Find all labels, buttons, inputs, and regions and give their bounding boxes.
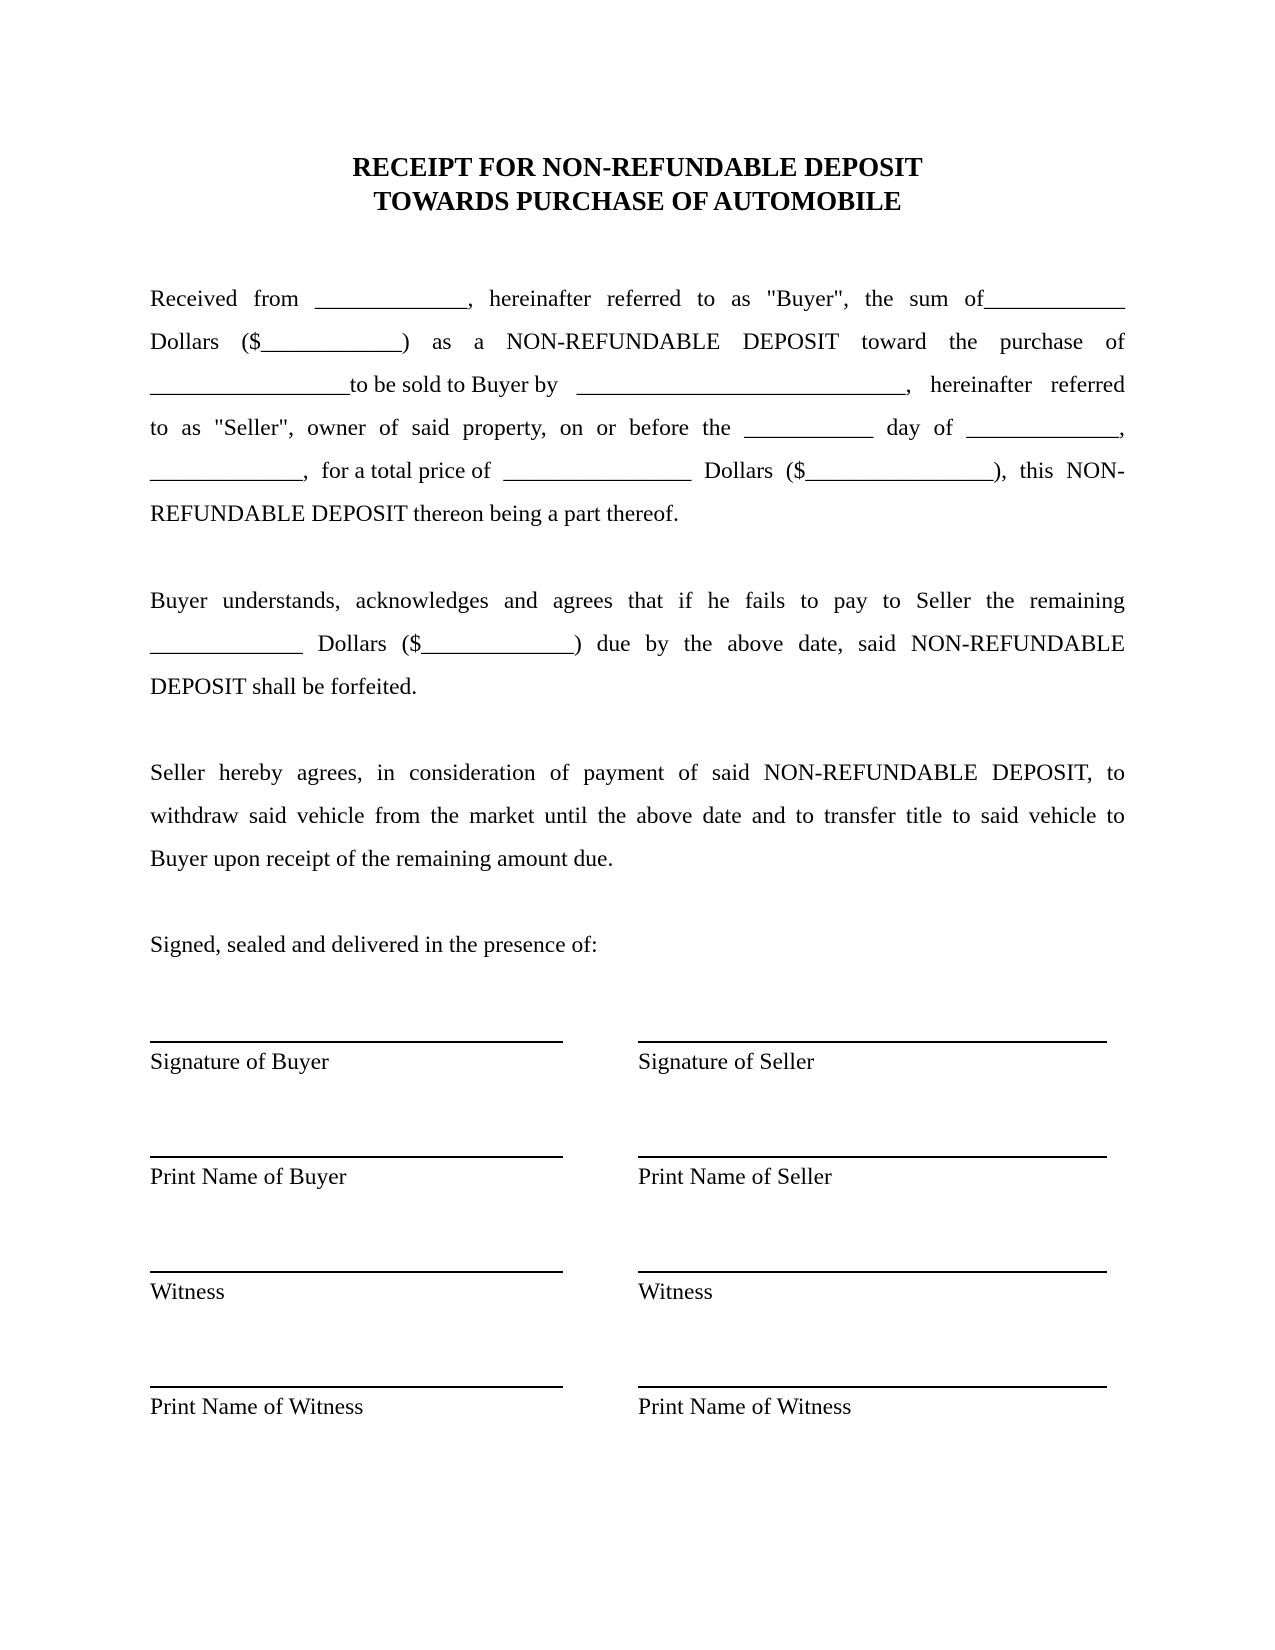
text-token: toward <box>861 329 927 355</box>
text-token: "Buyer", <box>766 286 850 312</box>
witness-left-print-name-block <box>150 1386 563 1421</box>
text-token: said <box>858 631 896 657</box>
text-line <box>150 580 1125 623</box>
text-token: Dollars <box>150 329 220 355</box>
witness-right-signature-line[interactable] <box>638 1271 1107 1273</box>
text-token: title <box>905 803 943 829</box>
text-token: ________________ <box>503 458 692 484</box>
text-token: _____________ <box>150 631 303 657</box>
text-token: said <box>980 803 1019 829</box>
text-token: in <box>376 760 396 786</box>
text-token: Buyer <box>150 588 208 614</box>
text-token: remaining <box>1029 588 1125 614</box>
text-token: for a total price of <box>321 458 491 484</box>
text-token: NON- <box>1066 458 1125 484</box>
seller-print-name-label: Print Name of Seller <box>638 1164 832 1190</box>
witness-right-block <box>638 1271 1107 1306</box>
text-token: and <box>751 803 786 829</box>
text-token: vehicle <box>296 803 365 829</box>
buyer-print-name-line[interactable] <box>150 1156 563 1158</box>
text-token: a <box>473 329 485 355</box>
text-line <box>150 278 1125 321</box>
text-token: "Seller", <box>214 415 294 441</box>
text-token: of <box>933 415 954 441</box>
buyer-print-name-block <box>150 1156 563 1191</box>
text-token: Seller <box>150 760 205 786</box>
text-token: hereinafter <box>489 286 591 312</box>
text-line <box>150 321 1125 364</box>
seller-print-name-line[interactable] <box>638 1156 1107 1158</box>
witness-left-block <box>150 1271 563 1306</box>
witness-left-label: Witness <box>150 1279 225 1305</box>
witness-right-label: Witness <box>638 1279 713 1305</box>
text-token: NON-REFUNDABLE <box>506 329 721 355</box>
text-token: this <box>1019 458 1054 484</box>
text-token: or <box>596 415 616 441</box>
text-token: transfer <box>824 803 896 829</box>
text-token: of <box>549 760 570 786</box>
text-token: Seller <box>915 588 971 614</box>
text-line <box>150 752 1125 795</box>
text-token: if <box>678 588 693 614</box>
text-token: payment <box>583 760 665 786</box>
text-token: _________________to be sold to Buyer by <box>150 372 558 398</box>
text-token: referred <box>1050 372 1125 398</box>
text-token: ___________ <box>744 415 874 441</box>
text-token: from <box>374 803 421 829</box>
text-token: to <box>1106 803 1125 829</box>
text-token: pay <box>833 588 868 614</box>
text-token: by <box>645 631 669 657</box>
text-token: day <box>886 415 921 441</box>
text-token: ($_____________) <box>401 631 582 657</box>
text-token: to <box>800 588 819 614</box>
seller-signature-line[interactable] <box>638 1041 1107 1043</box>
text-token: ($________________), <box>785 458 1008 484</box>
title-line-1: RECEIPT FOR NON-REFUNDABLE DEPOSIT <box>352 152 923 182</box>
seller-print-name-block <box>638 1156 1107 1191</box>
text-token: to <box>952 803 971 829</box>
text-token: DEPOSIT shall be forfeited. <box>150 674 418 700</box>
buyer-signature-label: Signature of Buyer <box>150 1049 329 1075</box>
text-token: that <box>627 588 664 614</box>
text-line <box>150 407 1125 450</box>
buyer-signature-block <box>150 1041 563 1076</box>
text-token: before <box>629 415 690 441</box>
text-token: acknowledges <box>355 588 489 614</box>
witness-right-print-name-line[interactable] <box>638 1386 1107 1388</box>
text-token: date <box>702 803 742 829</box>
text-token: the <box>864 286 894 312</box>
text-token: DEPOSIT, <box>991 760 1093 786</box>
text-token: referred <box>606 286 682 312</box>
text-token: to <box>882 588 901 614</box>
text-line <box>150 450 1125 493</box>
text-token: due <box>596 631 631 657</box>
text-token: fails <box>744 588 786 614</box>
text-token: agrees <box>552 588 613 614</box>
text-token: Buyer upon receipt of the remaining amount due. <box>150 846 614 872</box>
paragraph-receipt-terms <box>150 278 1125 536</box>
text-token: as <box>731 286 751 312</box>
text-token: of <box>1105 329 1125 355</box>
text-token: to <box>697 286 716 312</box>
text-token: _____________, <box>150 458 309 484</box>
text-token: ($____________) <box>241 329 410 355</box>
text-token: agrees, <box>296 760 363 786</box>
buyer-signature-line[interactable] <box>150 1041 563 1043</box>
text-token: DEPOSIT <box>742 329 840 355</box>
witness-right-print-name-label: Print Name of Witness <box>638 1394 852 1420</box>
text-token: Received <box>150 286 238 312</box>
text-line <box>150 666 1125 709</box>
text-token: sum <box>909 286 949 312</box>
witness-right-print-name-block <box>638 1386 1107 1421</box>
witness-left-print-name-label: Print Name of Witness <box>150 1394 364 1420</box>
text-token: the <box>430 803 460 829</box>
text-token: the <box>597 803 627 829</box>
text-token: he <box>707 588 730 614</box>
text-token: as <box>181 415 201 441</box>
text-token: said <box>248 803 287 829</box>
text-token: hereinafter <box>930 372 1032 398</box>
text-token: of____________ <box>964 286 1125 312</box>
text-token: the <box>683 631 713 657</box>
text-token: owner <box>307 415 366 441</box>
seller-signature-label: Signature of Seller <box>638 1049 815 1075</box>
text-line <box>150 795 1125 838</box>
text-token: above <box>636 803 693 829</box>
text-token: property, <box>462 415 547 441</box>
document-title <box>0 150 1275 218</box>
text-token: and <box>503 588 538 614</box>
text-line <box>150 364 1125 407</box>
text-token: as <box>431 329 452 355</box>
text-line <box>150 924 1125 967</box>
text-token: understands, <box>222 588 341 614</box>
text-line <box>150 623 1125 666</box>
text-token: Dollars <box>317 631 387 657</box>
witness-left-signature-line[interactable] <box>150 1271 563 1273</box>
text-token: from <box>253 286 299 312</box>
text-token: ____________________________, <box>576 372 912 398</box>
text-token: to <box>150 415 169 441</box>
paragraph-seller-agreement <box>150 752 1125 881</box>
seller-signature-block <box>638 1041 1107 1076</box>
text-token: to <box>1106 760 1125 786</box>
text-token: market <box>469 803 535 829</box>
text-token: vehicle <box>1028 803 1097 829</box>
text-token: Dollars <box>704 458 774 484</box>
text-token: consideration <box>409 760 536 786</box>
text-token: until <box>544 803 588 829</box>
buyer-print-name-label: Print Name of Buyer <box>150 1164 347 1190</box>
text-token: of <box>378 415 399 441</box>
text-token: withdraw <box>150 803 239 829</box>
text-token: above <box>727 631 784 657</box>
text-token: hereby <box>218 760 283 786</box>
witness-left-print-name-line[interactable] <box>150 1386 563 1388</box>
text-line <box>150 493 1125 536</box>
text-token: NON-REFUNDABLE <box>910 631 1125 657</box>
text-token: to <box>795 803 814 829</box>
text-token: NON-REFUNDABLE <box>763 760 978 786</box>
text-token: _____________, <box>966 415 1125 441</box>
text-token: Signed, sealed and delivered in the presence of: <box>150 932 598 958</box>
text-token: said <box>711 760 750 786</box>
text-token: date, <box>798 631 844 657</box>
title-line-2: TOWARDS PURCHASE OF AUTOMOBILE <box>373 186 902 216</box>
text-token: the <box>702 415 731 441</box>
text-token: _____________, <box>314 286 474 312</box>
text-token: said <box>411 415 450 441</box>
text-token: the <box>948 329 978 355</box>
text-line <box>150 838 1125 881</box>
paragraph-forfeiture <box>150 580 1125 709</box>
text-token: on <box>559 415 584 441</box>
text-token: of <box>678 760 698 786</box>
text-token: the <box>985 588 1015 614</box>
paragraph-signed-presence <box>150 924 1125 967</box>
text-token: REFUNDABLE DEPOSIT thereon being a part thereof. <box>150 501 679 527</box>
text-token: purchase <box>999 329 1084 355</box>
